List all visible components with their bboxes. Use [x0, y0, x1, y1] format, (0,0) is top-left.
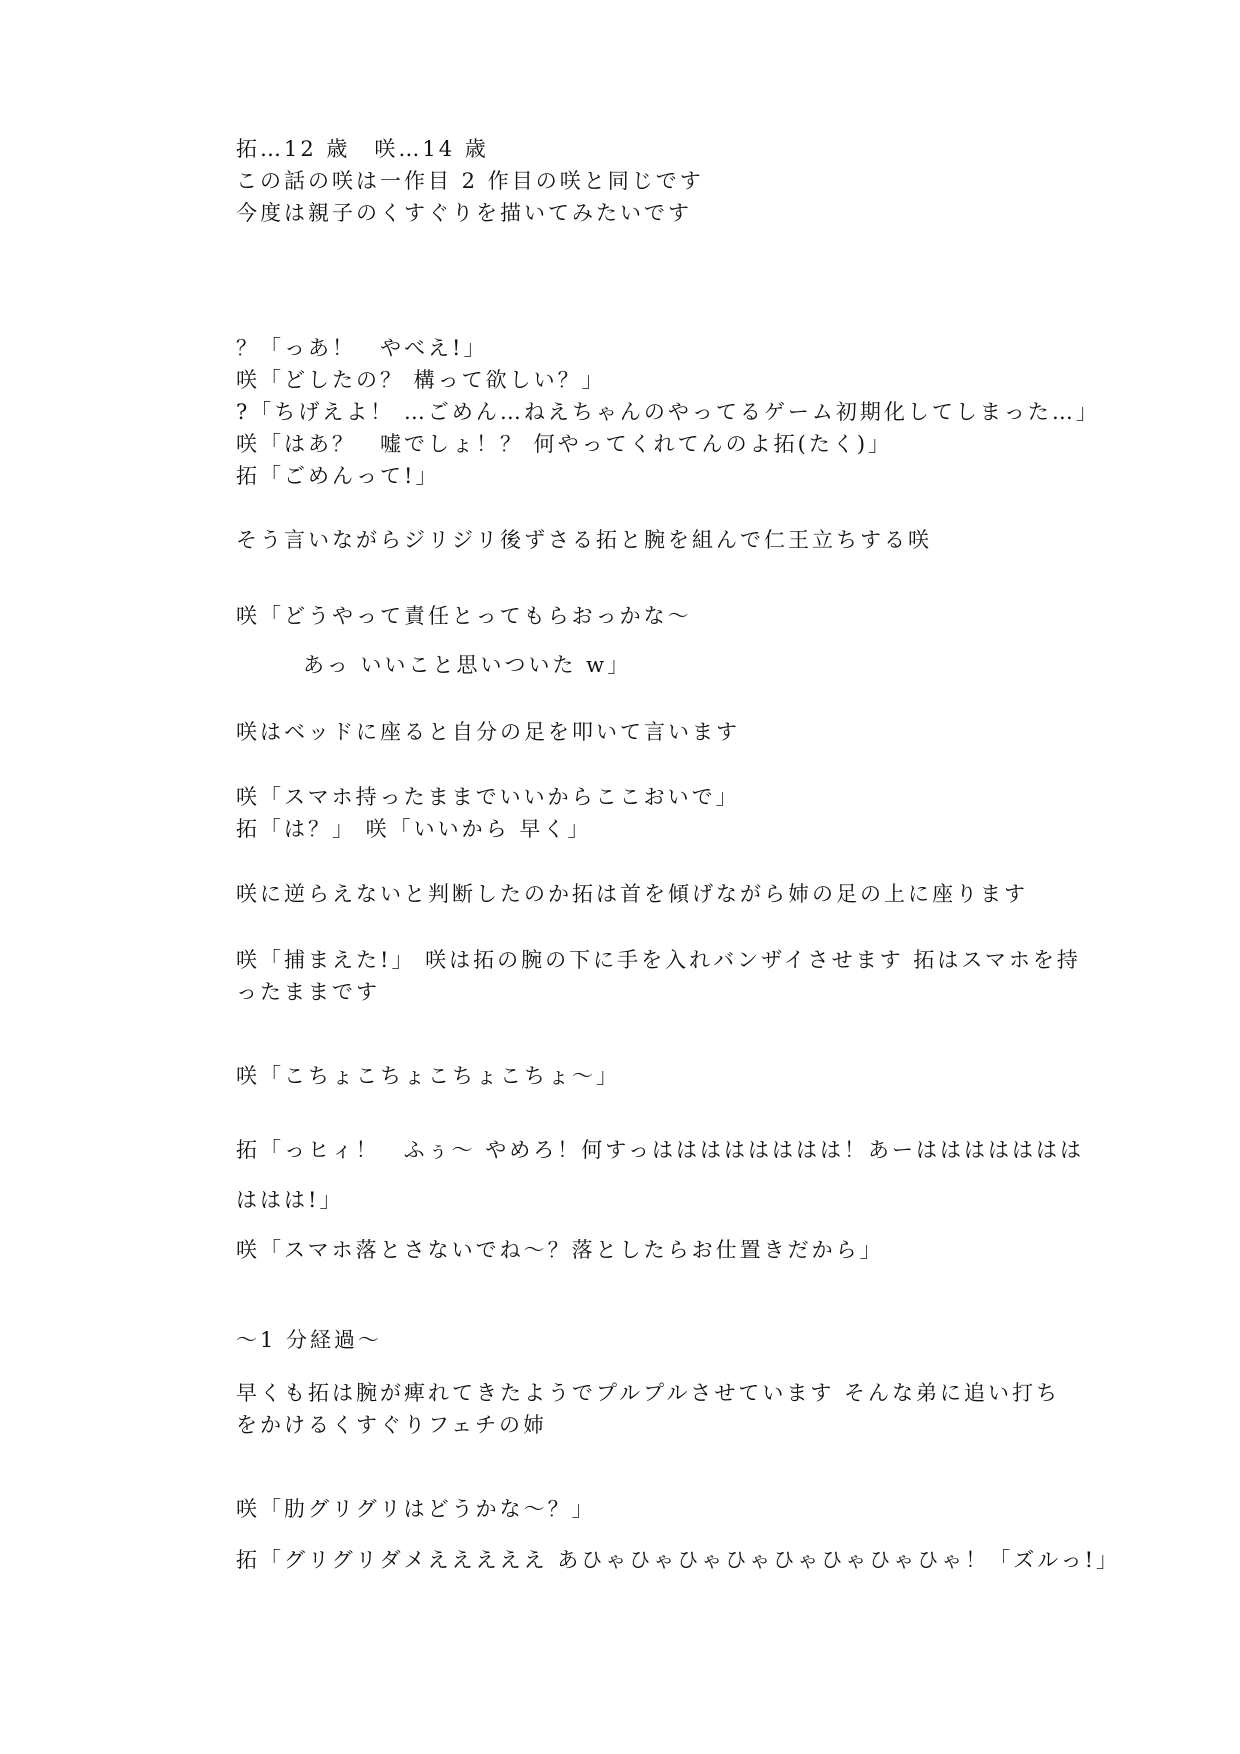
narration-line: 早くも拓は腕が痺れてきたようでプルプルさせています そんな弟に追い打ち: [236, 1381, 1060, 1405]
dialogue-line: 拓「は？」 咲「いいから 早く」: [236, 817, 592, 841]
dialogue-line: 咲「スマホ落とさないでね〜？落としたらお仕置きだから」: [236, 1238, 884, 1262]
author-note-line: 今度は親子のくすぐりを描いてみたいです: [236, 201, 692, 225]
author-note-line: この話の咲は一作目 2 作目の咲と同じです: [236, 169, 704, 193]
dialogue-line: 咲「肋グリグリはどうかな〜？」: [236, 1497, 596, 1521]
time-skip-line: 〜1 分経過〜: [236, 1328, 383, 1352]
dialogue-line: 拓「ごめんって!」: [236, 464, 440, 488]
narration-line: そう言いながらジリジリ後ずさる拓と腕を組んで仁王立ちする咲: [236, 528, 932, 552]
dialogue-line: 咲「はあ？ 嘘でしょ！？ 何やってくれてんのよ拓(たく)」: [236, 432, 893, 456]
narration-line: をかけるくすぐりフェチの姉: [236, 1413, 547, 1437]
dialogue-line: 咲「どうやって責任とってもらおっかな〜: [236, 604, 692, 628]
narration-line: 咲はベッドに座ると自分の足を叩いて言います: [236, 720, 740, 744]
dialogue-line: あっ いいこと思いついた w」: [303, 653, 632, 677]
dialogue-line: ?「ちげえよ！ …ごめん…ねえちゃんのやってるゲーム初期化してしまった…」: [236, 400, 1100, 424]
dialogue-line: ？「っあ！ やべえ!」: [236, 336, 488, 360]
dialogue-line: 咲「スマホ持ったままでいいからここおいで」: [236, 785, 740, 809]
character-ages: 拓…12 歳 咲…14 歳: [236, 137, 489, 161]
dialogue-line: ったままです: [236, 980, 380, 1004]
dialogue-line: 拓「っヒィ！ ふぅ〜 やめろ！何すっはははははははは！あーははははははは: [236, 1138, 1084, 1162]
dialogue-line: ははは!」: [236, 1188, 344, 1212]
dialogue-line: 咲「こちょこちょこちょこちょ〜」: [236, 1064, 620, 1088]
dialogue-line: 咲「どしたの？ 構って欲しい？」: [236, 368, 606, 392]
dialogue-line: 咲「捕まえた!」 咲は拓の腕の下に手を入れバンザイさせます 拓はスマホを持: [236, 948, 1081, 972]
narration-line: 咲に逆らえないと判断したのか拓は首を傾げながら姉の足の上に座ります: [236, 882, 1028, 906]
dialogue-line: 拓「グリグリダメえええええ あひゃひゃひゃひゃひゃひゃひゃひゃ！「ズルっ!」: [236, 1548, 1121, 1572]
